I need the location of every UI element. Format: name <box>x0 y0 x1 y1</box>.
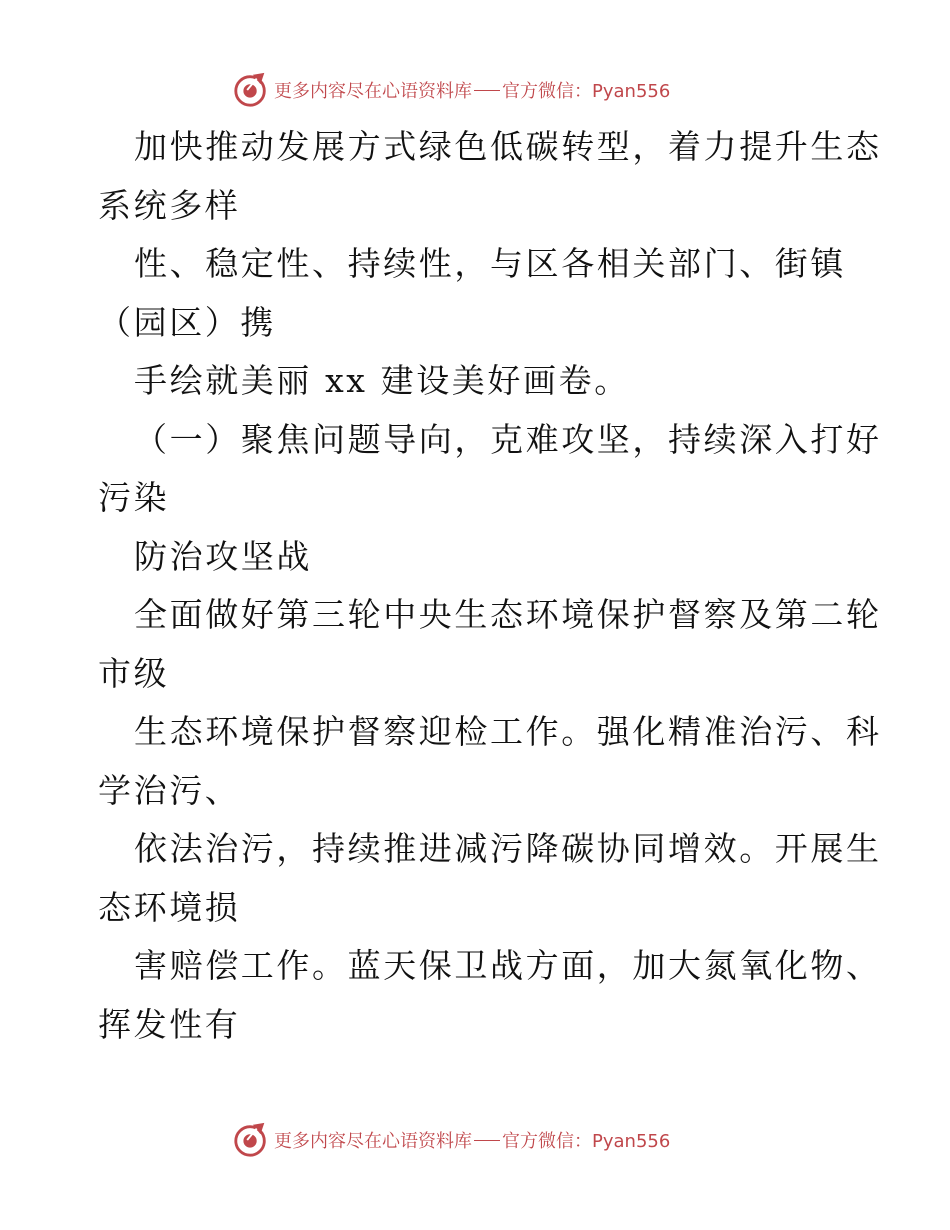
text-line: 依法治污，持续推进减污降碳协同增效。开展生 <box>134 829 882 868</box>
footer-watermark <box>232 1120 670 1160</box>
text-line: 挥发性有 <box>98 1004 241 1044</box>
text-line: 市级 <box>98 653 170 693</box>
watermark-wechat: 官方微信：Pyan556 <box>502 1131 671 1152</box>
watermark-text: 更多内容尽在心语资料库 <box>274 81 472 102</box>
watermark-text: 更多内容尽在心语资料库 <box>274 1131 472 1152</box>
text-line: 加快推动发展方式绿色低碳转型，着力提升生态 <box>134 127 882 166</box>
section-heading-line: （一）聚焦问题导向，克难攻坚，持续深入打好 <box>134 419 882 459</box>
header-watermark <box>232 70 670 110</box>
section-heading-line: 防治攻坚战 <box>134 536 312 576</box>
pen-logo-icon <box>232 71 270 109</box>
watermark-dash <box>474 1140 500 1141</box>
text-line: 全面做好第三轮中央生态环境保护督察及第二轮 <box>134 595 882 634</box>
text-line: 学治污、 <box>98 770 241 810</box>
text-line: 性、稳定性、持续性，与区各相关部门、街镇 <box>134 244 846 283</box>
watermark-dash <box>474 90 500 91</box>
text-line: （园区）携 <box>98 302 276 342</box>
pen-logo-icon <box>232 1121 270 1159</box>
watermark-wechat: 官方微信：Pyan556 <box>502 81 671 102</box>
text-line: 害赔偿工作。蓝天保卫战方面，加大氮氧化物、 <box>134 946 882 985</box>
text-line: 系统多样 <box>98 185 241 225</box>
text-line: 手绘就美丽 xx 建设美好画卷。 <box>134 361 630 400</box>
text-line: 生态环境保护督察迎检工作。强化精准治污、科 <box>134 712 882 751</box>
document-body <box>98 118 882 1054</box>
section-heading-line: 污染 <box>98 478 170 517</box>
text-line: 态环境损 <box>98 887 241 927</box>
